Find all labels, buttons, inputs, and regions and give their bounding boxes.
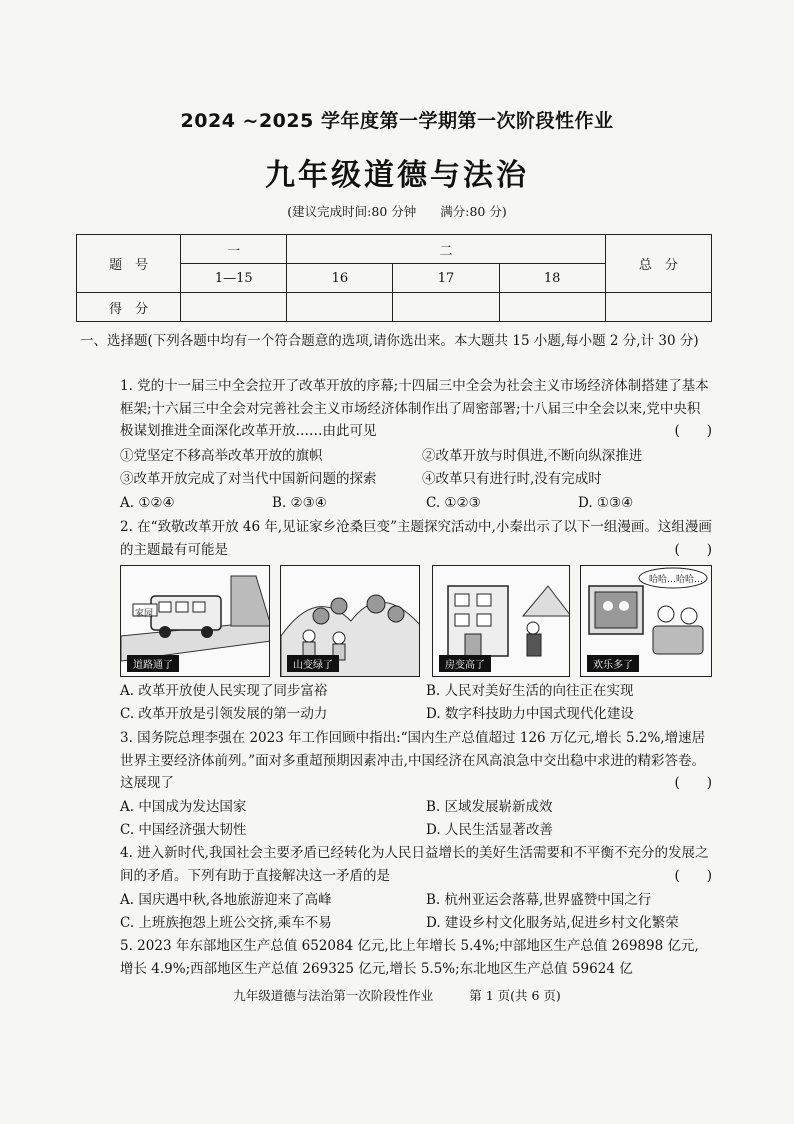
question-5-stem: 5. 2023 年东部地区生产总值 652084 亿元,比上年增长 5.4%;中部地区生产总值 269898 亿元,增长 4.9%;西部地区生产总值 269325 亿元,增长 5.5%;东北地区生产总值 59624 亿 bbox=[120, 938, 699, 977]
question-3-text: 3. 国务院总理李强在 2023 年工作回顾中指出:“国内生产总值超过 126 万亿元,增长 5.2%,增速居世界主要经济体前列。”面对多重超预期因素冲击,中国经济在风高浪急中交出稳中求进的精彩答卷。这展现了 bbox=[120, 730, 706, 791]
question-2-stem bbox=[120, 516, 712, 561]
question-2-text: 2. 在“致敬改革开放 46 年,见证家乡沧桑巨变”主题探究活动中,小秦出示了以下一组漫画。这组漫画的主题最有可能是 bbox=[120, 519, 712, 558]
col-1-15: 1—15 bbox=[181, 264, 287, 293]
col-18: 18 bbox=[499, 264, 605, 293]
score-cell-total[interactable] bbox=[605, 293, 711, 322]
q4-option-c[interactable]: C. 上班族抱怨上班公交挤,乘车不易 bbox=[120, 915, 332, 931]
score-cell-18[interactable] bbox=[499, 293, 605, 322]
col-16: 16 bbox=[287, 264, 393, 293]
exam-info bbox=[0, 202, 794, 220]
q3-option-b[interactable]: B. 区域发展崭新成效 bbox=[426, 799, 553, 815]
group-two-header: 二 bbox=[287, 235, 605, 264]
total-header: 总 分 bbox=[605, 235, 711, 293]
comic-mountain bbox=[280, 565, 420, 677]
q1-statement-2: ②改革开放与时俱进,不断向纵深推进 bbox=[422, 448, 643, 464]
score-cell-16[interactable] bbox=[287, 293, 393, 322]
q4-option-a[interactable]: A. 国庆遇中秋,各地旅游迎来了高峰 bbox=[120, 892, 332, 908]
answer-paren-4[interactable]: ( ) bbox=[674, 867, 712, 884]
q3-option-d[interactable]: D. 人民生活显著改善 bbox=[426, 822, 553, 838]
q2-option-c[interactable]: C. 改革开放是引领发展的第一动力 bbox=[120, 706, 328, 722]
comic-speech: 哈哈…哈哈… bbox=[649, 575, 704, 585]
score-cell-17[interactable] bbox=[393, 293, 499, 322]
comic-caption-3: 房变高了 bbox=[439, 655, 491, 672]
row-label-number: 题 号 bbox=[77, 235, 181, 293]
q4-option-d[interactable]: D. 建设乡村文化服务站,促进乡村文化繁荣 bbox=[426, 915, 679, 931]
q3-option-c[interactable]: C. 中国经济强大韧性 bbox=[120, 822, 247, 838]
question-4-stem bbox=[120, 842, 712, 887]
q1-statement-1: ①党坚定不移高举改革开放的旗帜 bbox=[120, 448, 323, 464]
q1-option-b[interactable]: B. ②③④ bbox=[272, 495, 327, 511]
q1-option-c[interactable]: C. ①②③ bbox=[426, 495, 481, 511]
question-3-stem bbox=[120, 727, 712, 795]
comic-caption-2: 山变绿了 bbox=[287, 655, 339, 672]
comic-caption-1: 道路通了 bbox=[127, 655, 179, 672]
question-4-text: 4. 进入新时代,我国社会主要矛盾已经转化为人民日益增长的美好生活需要和不平衡不充分的发展之间的矛盾。下列有助于直接解决这一矛盾的是 bbox=[120, 845, 709, 884]
comic-house bbox=[432, 565, 570, 677]
answer-paren-2[interactable]: ( ) bbox=[674, 541, 712, 558]
question-1-stem bbox=[120, 375, 712, 443]
q1-statement-4: ④改革只有进行时,没有完成时 bbox=[422, 471, 602, 487]
page-footer bbox=[0, 986, 794, 1004]
q1-statement-3: ③改革开放完成了对当代中国新问题的探索 bbox=[120, 471, 377, 487]
q1-option-d[interactable]: D. ①③④ bbox=[578, 495, 634, 511]
score-note: 满分:80 分) bbox=[440, 204, 507, 219]
row-label-score: 得 分 bbox=[77, 293, 181, 322]
comic-road bbox=[120, 565, 270, 677]
q1-option-a[interactable]: A. ①②④ bbox=[120, 495, 175, 511]
q2-option-b[interactable]: B. 人民对美好生活的向往正在实现 bbox=[426, 683, 634, 699]
time-note: (建议完成时间:80 分钟 bbox=[287, 204, 417, 219]
score-table bbox=[76, 234, 712, 322]
question-1-text: 1. 党的十一届三中全会拉开了改革开放的序幕;十四届三中全会为社会主义市场经济体制搭建了基本框架;十六届三中全会对完善社会主义市场经济体制作出了周密部署;十八届三中全会以来,党中央积极谋划推进全面深化改革开放……由此可见 bbox=[120, 378, 709, 439]
q4-option-b[interactable]: B. 杭州亚运会落幕,世界盛赞中国之行 bbox=[426, 892, 652, 908]
subject-title: 九年级道德与法治 bbox=[265, 158, 529, 193]
section-heading: 一、选择题(下列各题中均有一个符合题意的选项,请你选出来。本大题共 15 小题,每小题 2 分,计 30 分) bbox=[80, 333, 699, 349]
comic-caption-4: 欢乐多了 bbox=[587, 655, 639, 672]
group-one-header: 一 bbox=[181, 235, 287, 264]
q2-option-d[interactable]: D. 数字科技助力中国式现代化建设 bbox=[426, 706, 634, 722]
answer-paren-3[interactable]: ( ) bbox=[674, 775, 712, 791]
answer-paren-1[interactable]: ( ) bbox=[674, 423, 712, 439]
col-17: 17 bbox=[393, 264, 499, 293]
comic-sign: 家园 bbox=[135, 609, 154, 619]
score-cell-1[interactable] bbox=[181, 293, 287, 322]
footer-title: 九年级道德与法治第一次阶段性作业 bbox=[233, 988, 434, 1003]
exam-title: 2024 ~2025 学年度第一学期第一次阶段性作业 bbox=[180, 110, 614, 132]
q2-option-a[interactable]: A. 改革开放使人民实现了同步富裕 bbox=[120, 683, 328, 699]
page-number: 第 1 页(共 6 页) bbox=[469, 988, 561, 1003]
q3-option-a[interactable]: A. 中国成为发达国家 bbox=[120, 799, 247, 815]
comic-joy bbox=[580, 565, 712, 677]
